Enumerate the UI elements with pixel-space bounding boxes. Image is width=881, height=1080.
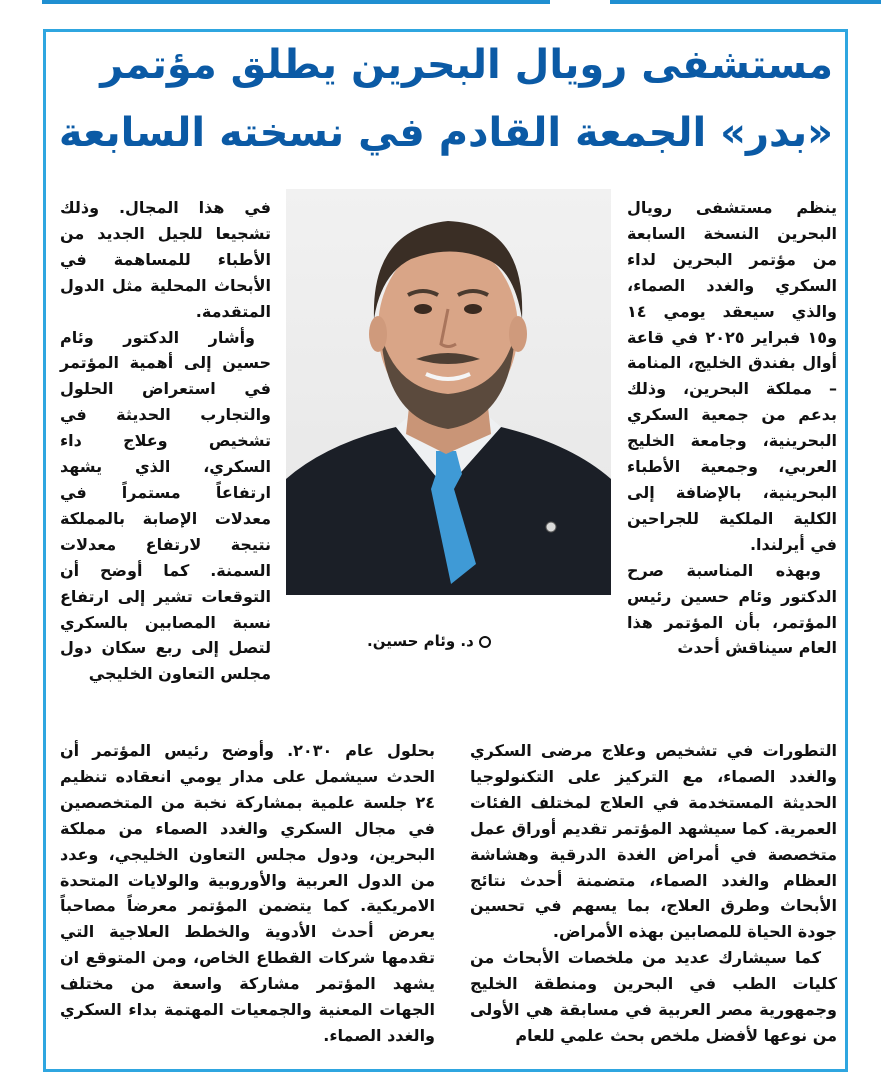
top-accent-bar-left bbox=[42, 0, 550, 4]
caption-bullet-icon bbox=[479, 636, 491, 648]
headline-line-2: «بدر» الجمعة القادم في نسخته السابعة bbox=[58, 110, 833, 156]
paragraph: وأشار الدكتور وئام حسين إلى أهمية المؤتمر في استعراض الحلول والتجارب الحديثة في تشخيص وعلاج داء السكري، الذي يشهد ارتفاعاً مستمراً في معدلات الإصابة بالمملكة نتيجة لارتفاع معدلات السمنة. كما أوضح أن التوقعات تشير إلى ارتفاع نسبة المصابين بالسكري لتصل إلى ربع سكان دول مجلس التعاون الخليجي bbox=[60, 327, 271, 684]
paragraph: ينظم مستشفى رويال البحرين النسخة السابعة من مؤتمر البحرين لداء السكري والغدد الصماء، والذي سيعقد يومي ١٤ و١٥ فبراير ٢٠٢٥ في قاعة أوال بفندق الخليج، المنامة – مملكة البحرين، وذلك بدعم من جمعية السكري البحرينية، وجامعة الخليج العربي، وجمعية الأطباء البحرينية، بالإضافة إلى الكلية الملكية للجراحين في أيرلندا. bbox=[627, 198, 838, 554]
column-left-bottom bbox=[60, 738, 435, 1049]
photo-caption bbox=[367, 632, 491, 650]
photo-caption-text: د. وئام حسين. bbox=[367, 632, 474, 650]
paragraph: بحلول عام ٢٠٣٠. وأوضح رئيس المؤتمر أن الحدث سيشمل على مدار يومي انعقاده تنظيم ٢٤ جلسة علمية بمشاركة نخبة من المتخصصين في مجال السكري والغدد الصماء من مملكة البحرين، ودول مجلس التعاون الخليجي، وعدد من الدول العربية والأوروبية والولايات المتحدة الامريكية. كما يتضمن المؤتمر معرضاً مصاحباً يعرض أحدث الأدوية والخطط العلاجية التي تقدمها شركات القطاع الخاص، ومن المتوقع ان يشهد المؤتمر مشاركة واسعة من مختلف الجهات المعنية والجمعيات المهتمة بداء السكري والغدد الصماء. bbox=[60, 741, 435, 1045]
column-left-top bbox=[60, 195, 271, 687]
paragraph: كما سيشارك عديد من ملخصات الأبحاث من كليات الطب في البحرين ومنطقة الخليج وجمهورية مصر العربية في مسابقة هي الأولى من نوعها لأفضل ملخص بحث علمي للعام bbox=[470, 948, 837, 1045]
paragraph: في هذا المجال. وذلك تشجيعا للجيل الجديد من الأطباء للمساهمة في الأبحاث المحلية مثل الدول المتقدمة. bbox=[60, 198, 271, 321]
paragraph: وبهذه المناسبة صرح الدكتور وئام حسين رئيس المؤتمر، بأن المؤتمر هذا العام سيناقش أحدث bbox=[627, 560, 837, 658]
portrait-illustration bbox=[286, 189, 611, 595]
portrait-photo bbox=[286, 189, 611, 595]
column-right-top bbox=[627, 195, 837, 661]
top-accent-bar-right bbox=[610, 0, 881, 4]
headline-line-1: مستشفى رويال البحرين يطلق مؤتمر bbox=[100, 42, 833, 88]
paragraph: التطورات في تشخيص وعلاج مرضى السكري والغدد الصماء، مع التركيز على التكنولوجيا الحديثة المستخدمة في العلاج لمختلف الفئات العمرية. كما سيشهد المؤتمر تقديم أوراق عمل متخصصة في أمراض الغدة الدرقية وهشاشة العظام والغدد الصماء، متضمنة أحدث نتائج الأبحاث وطرق العلاج، بما يسهم في تحسين جودة الحياة للمصابين بهذه الأمراض. bbox=[470, 741, 837, 942]
column-right-bottom bbox=[470, 738, 837, 1049]
